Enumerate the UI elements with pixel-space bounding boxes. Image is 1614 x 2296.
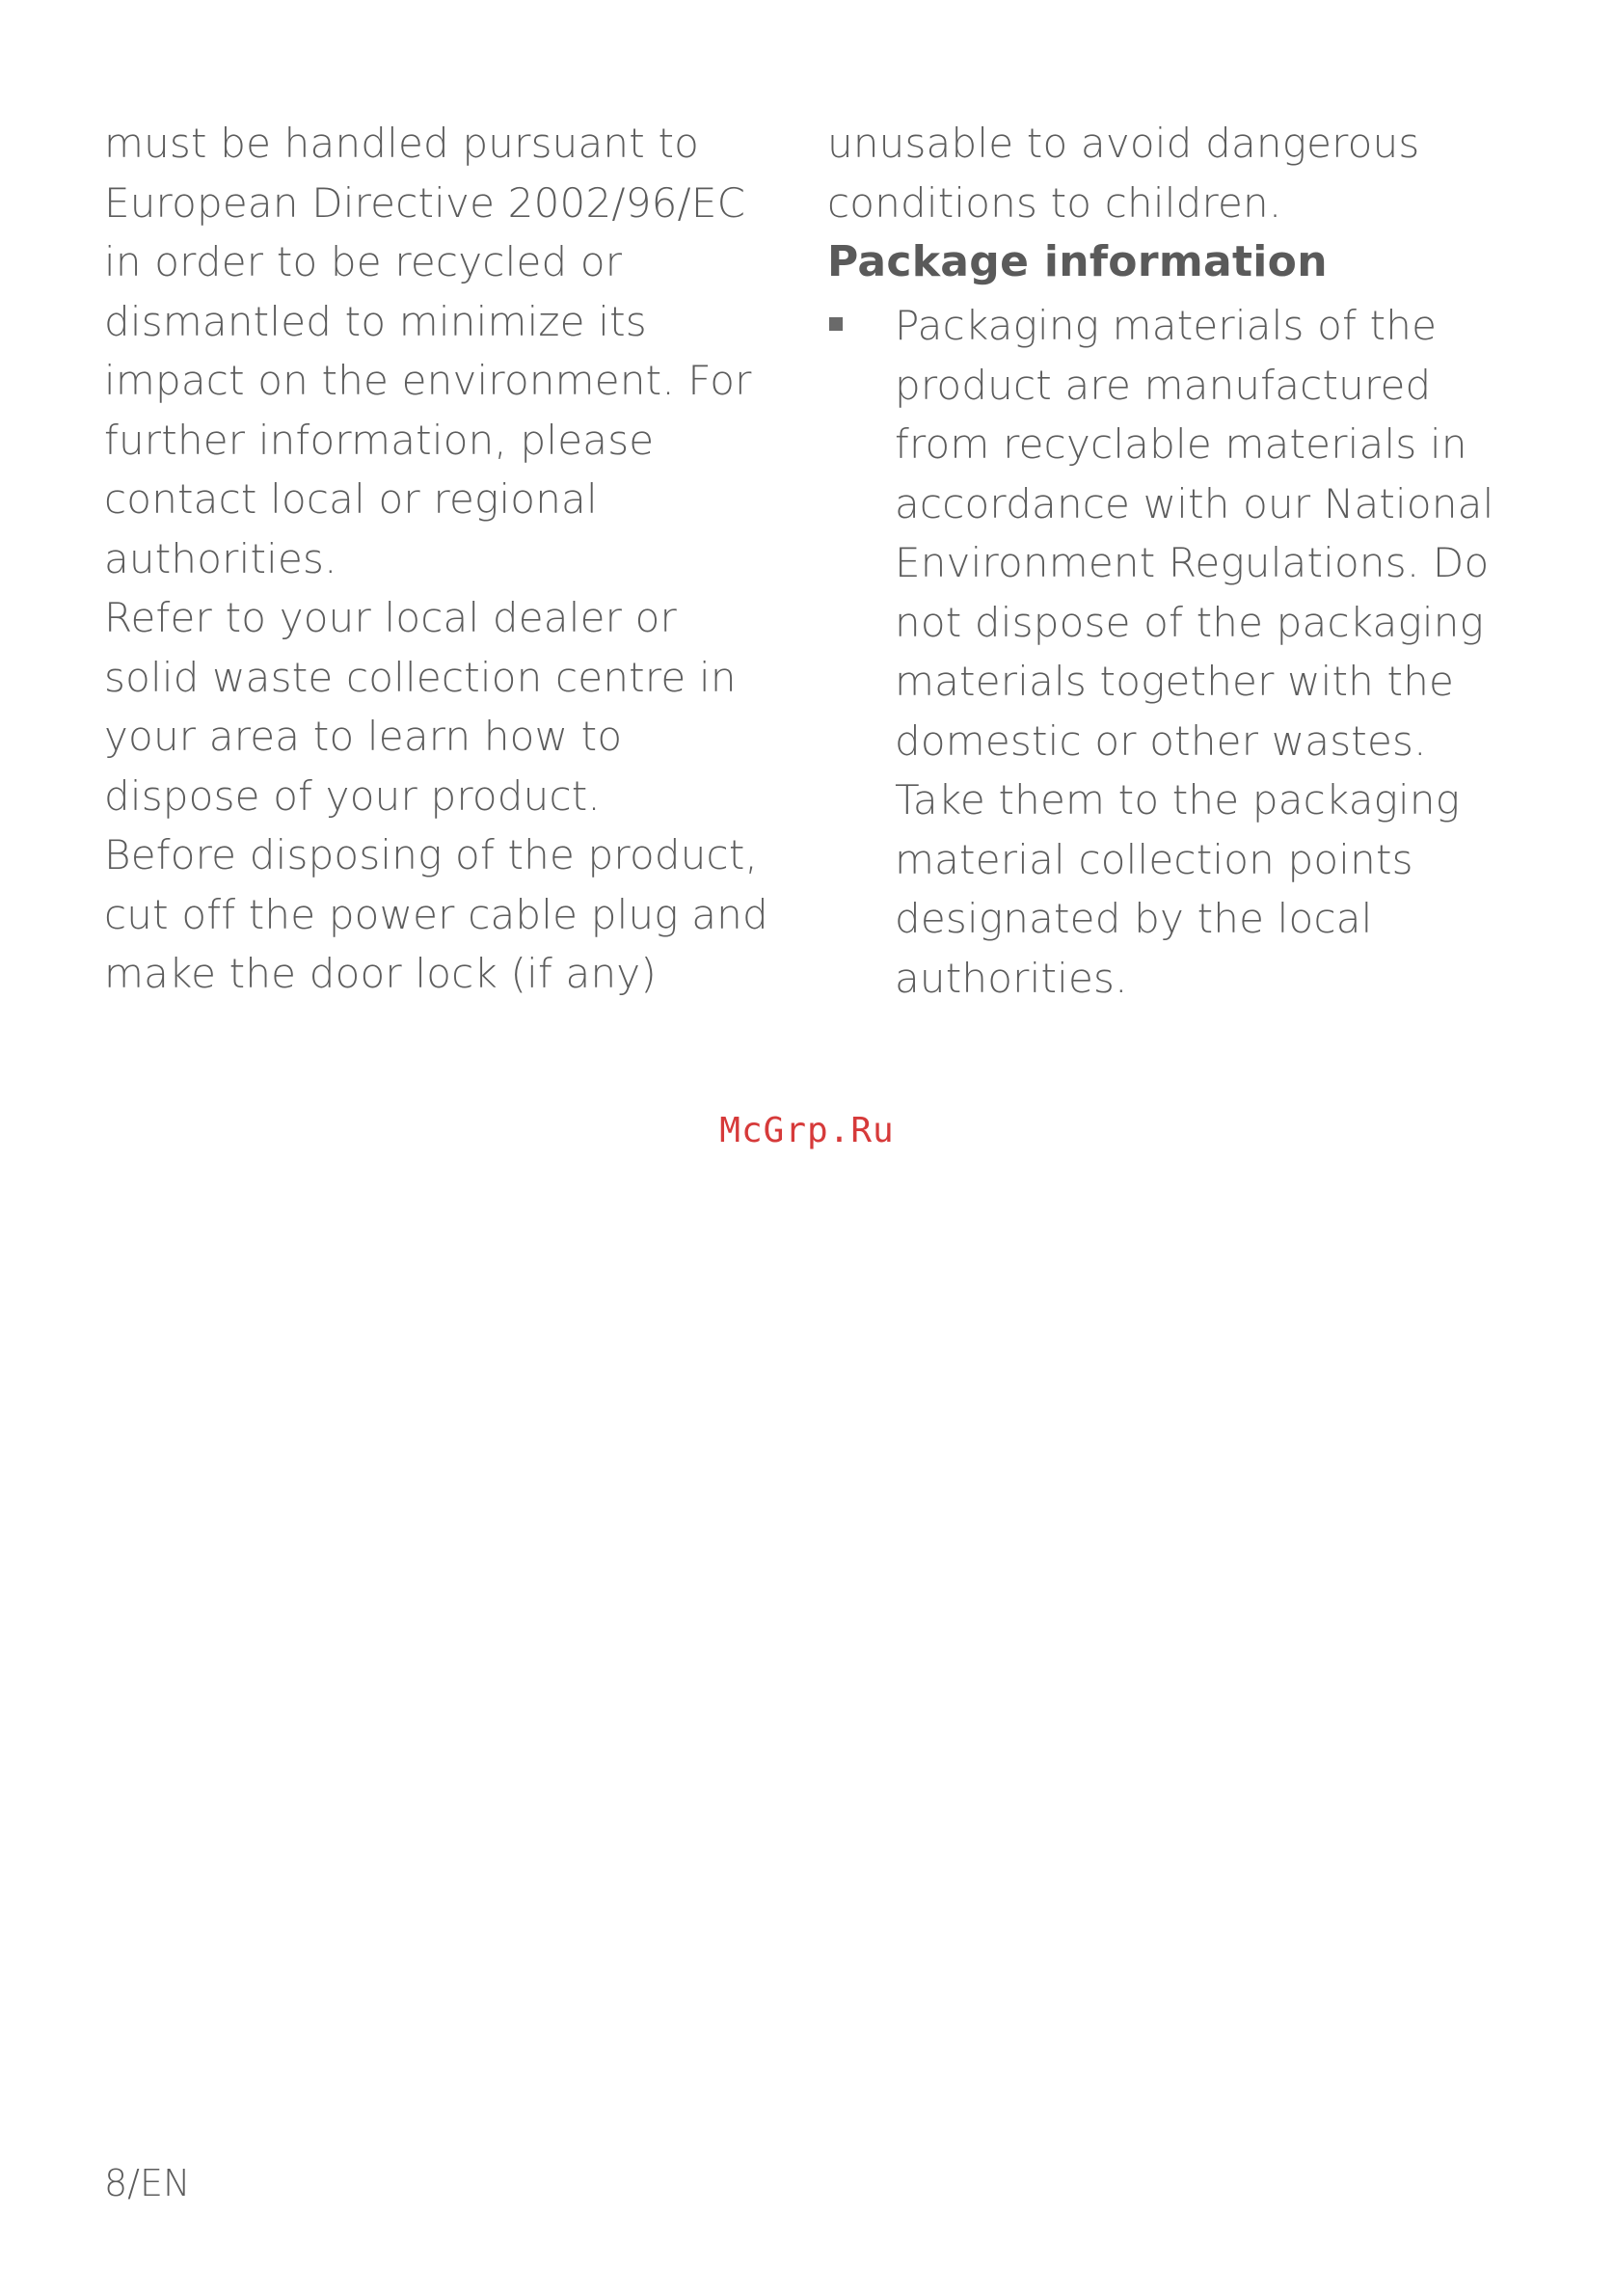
paragraph-disposal-directive: must be handled pursuant to European Directive 2002/96/EC in order to be recycled or dismantled to minimize its impact on the environment. For further information, please contact local or regional authorities.	[104, 120, 752, 582]
right-column	[827, 114, 1521, 1008]
paragraph-before-disposing: Before disposing of the product, cut off the power cable plug and make the door lock (if any)	[104, 831, 768, 997]
page-number: 8/EN	[104, 2162, 191, 2204]
square-bullet-icon	[829, 317, 843, 331]
paragraph-continued-children: unusable to avoid dangerous conditions to children.	[827, 120, 1420, 227]
bullet-text-packaging: Packaging materials of the product are manufactured from recyclable materials in accordance with our National Environment Regulations. Do not dispose of the packaging materials together with the domestic or other wastes. Take them to the packaging material collection points designated by the local authorities.	[895, 302, 1494, 1002]
left-column	[104, 114, 779, 1004]
watermark-text: McGrp.Ru	[719, 1111, 895, 1150]
paragraph-local-dealer: Refer to your local dealer or solid waste collection centre in your area to learn how to dispose of your product.	[104, 594, 737, 820]
section-heading-package-information: Package information	[827, 237, 1328, 286]
bullet-item	[827, 296, 1521, 1008]
